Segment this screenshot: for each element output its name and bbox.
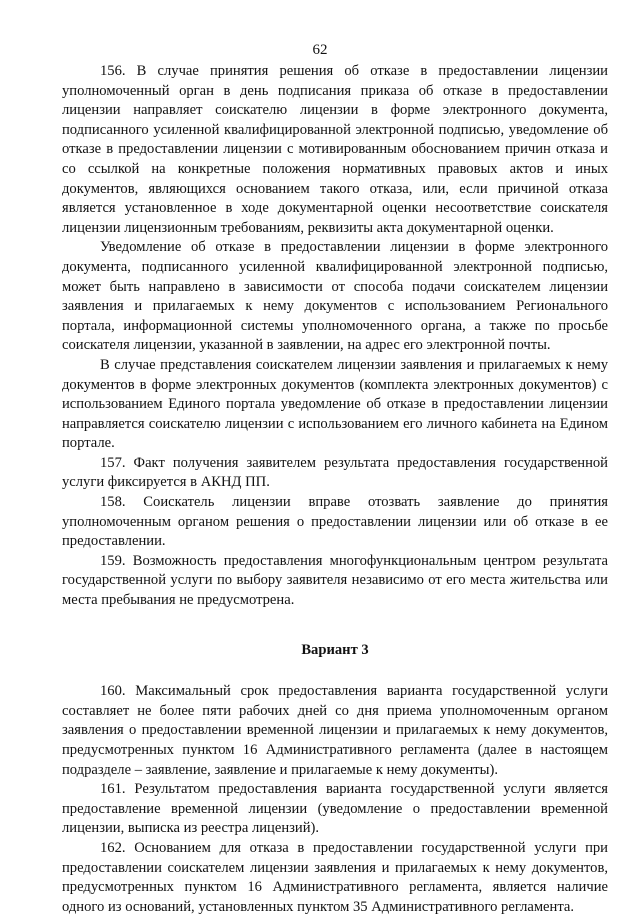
paragraph-159: 159. Возможность предоставления многофункциональным центром результата государственной услуги по выбору заявителя независимо от его места жительства или места пребывания не предусмотрена. <box>62 552 608 609</box>
paragraph-157: 157. Факт получения заявителем результата предоставления государственной услуги фиксируется в АКНД ПП. <box>62 454 608 491</box>
paragraph-156: 156. В случае принятия решения об отказе в предоставлении лицензии уполномоченный орган в день подписания приказа об отказе в предоставлении лицензии направляет соискателю лицензии в форме электронного документа, подписанного усиленной квалифицированной электронной подписью, уведомление об отказе в предоставлении лицензии с мотивированным обоснованием причин отказа и со ссылкой на конкретные положения нормативных правовых актов и иных документов, являющихся основанием такого отказа, или, если причиной отказа является установленное в ходе документарной оценки несоответствие соискателя лицензии лицензионным требованиям, реквизиты акта документарной оценки. <box>62 63 608 236</box>
paragraph-notice-electronic: Уведомление об отказе в предоставлении лицензии в форме электронного документа, подписанного усиленной квалифицированной электронной подписью, может быть направлено в зависимости от способа подачи соискателем лицензии заявления и прилагаемых к нему документов с использованием Регионального портала, информационной системы уполномоченного органа, а также по просьбе соискателя лицензии, указанной в заявлении, на адрес его электронной почты. <box>62 239 608 354</box>
paragraph-160: 160. Максимальный срок предоставления варианта государственной услуги составляет не более пяти рабочих дней со дня приема уполномоченным органом заявления о предоставлении временной лицензии и прилагаемых к нему документов, предусмотренных пунктом 16 Административного регламента (далее в настоящем подразделе – заявление, заявление и прилагаемые к нему документы). <box>62 683 608 778</box>
page-number: 62 <box>312 42 328 58</box>
paragraph-notice-unified-portal: В случае представления соискателем лицензии заявления и прилагаемых к нему документов в форме электронных документов (комплекта электронных документов) с использованием Единого портала уведомление об отказе в предоставлении лицензии направляется соискателю лицензии с использованием его личного кабинета на Едином портале. <box>62 356 608 452</box>
paragraph-161: 161. Результатом предоставления варианта государственной услуги является предоставление временной лицензии (уведомление о предоставлении временной лицензии, выписка из реестра лицензий). <box>62 781 608 837</box>
section-heading: Вариант 3 <box>301 641 369 658</box>
paragraph-158: 158. Соискатель лицензии вправе отозвать заявление до принятия уполномоченным органом решения о предоставлении лицензии или об отказе в ее предоставлении. <box>62 494 608 550</box>
document-body <box>62 62 608 917</box>
paragraph-162: 162. Основанием для отказа в предоставлении государственной услуги при предоставлении соискателем лицензии заявления и прилагаемых к нему документов, предусмотренных пунктом 16 Административного регламента, является наличие одного из оснований, установленных пунктом 35 Административного регламента. <box>62 839 608 915</box>
